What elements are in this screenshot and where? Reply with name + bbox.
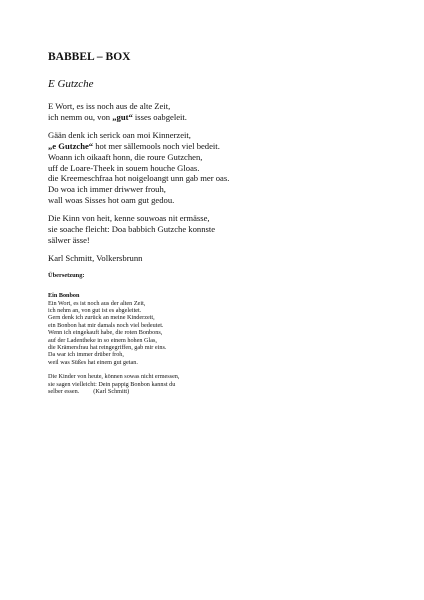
- translation-line: sie sagen vielleicht: Dein pappig Bonbon kannst du: [48, 380, 176, 388]
- poem-line: Woann ich oikaaft honn, die roure Gutzchen,: [48, 151, 203, 162]
- poem-line: Do woa ich immer driwwer frouh,: [48, 183, 166, 194]
- translation-line: Wenn ich eingekauft habe, die roten Bonbons,: [48, 329, 163, 337]
- translation-title: Ein Bonbon: [48, 292, 80, 300]
- poem-line: Die Kinn von heit, kenne souwoas nit ermässe,: [48, 213, 210, 224]
- poem-line: E Wort, es iss noch aus de alte Zeit,: [48, 101, 171, 111]
- poem-line: wall woas Sisses hot oam gut gedou.: [48, 194, 175, 205]
- poem-stanza-1: [48, 101, 388, 122]
- poem-line-text: isses oabgeleit.: [132, 111, 187, 122]
- document-page: [48, 50, 388, 402]
- translation-line: weil was Süßes hat einem gut getan.: [48, 358, 138, 366]
- poem-line-text: ich nemm ou, von: [48, 111, 113, 122]
- translation-line: [48, 388, 388, 395]
- poem-stanza-2: [48, 130, 388, 205]
- poem-subtitle: E Gutzche: [48, 78, 94, 90]
- poem-line-bold: „gut“: [112, 111, 133, 122]
- translation-line: ich nehm an, von gut ist es abgeleitet.: [48, 306, 142, 314]
- poem-stanza-3: [48, 213, 388, 245]
- translation-stanza-1: [48, 292, 388, 366]
- poem-line-text: hot mer sällemools noch viel bedeit.: [93, 141, 220, 152]
- translation-line: auf der Ladentheke in so einem hohen Glas,: [48, 336, 157, 344]
- translation-line: Gern denk ich zurück an meine Kinderzeit,: [48, 314, 155, 322]
- translation-line: ein Bonbon hat mir damals noch viel bedeutet.: [48, 321, 164, 329]
- translation-author: (Karl Schmitt): [93, 388, 130, 396]
- translation-stanza-2: [48, 373, 388, 395]
- poem-line-bold: „e Gutzche“: [48, 141, 94, 152]
- poem-line: sälwer ässe!: [48, 234, 90, 245]
- translation-line: die Krämersfrau hat reingegriffen, gab mir eins.: [48, 343, 167, 351]
- translation-line: Ein Wort, es ist noch aus der alten Zeit,: [48, 299, 146, 307]
- poem-line: [48, 141, 388, 152]
- poem-line: die Kreemeschfraa hot noigeloangt unn gab mer oas.: [48, 173, 230, 184]
- translation-line-text: selber essen.: [48, 388, 80, 396]
- translation-line: Die Kinder von heute, können sowas nicht ermessen,: [48, 373, 180, 381]
- translation-line: Da war ich immer drüber froh,: [48, 351, 124, 359]
- poem-line: uff de Loare-Theek in souem houche Gloas.: [48, 162, 200, 173]
- poem-line: [48, 112, 388, 123]
- translation-heading: Übersetzung:: [48, 272, 85, 280]
- poem-line: Gään denk ich serick oan moi Kinnerzeit,: [48, 130, 191, 141]
- document-title: BABBEL – BOX: [48, 51, 131, 63]
- poem-line: sie soache fleicht: Doa babbich Gutzche konnste: [48, 224, 216, 235]
- poem-author: Karl Schmitt, Volkersbrunn: [48, 253, 143, 264]
